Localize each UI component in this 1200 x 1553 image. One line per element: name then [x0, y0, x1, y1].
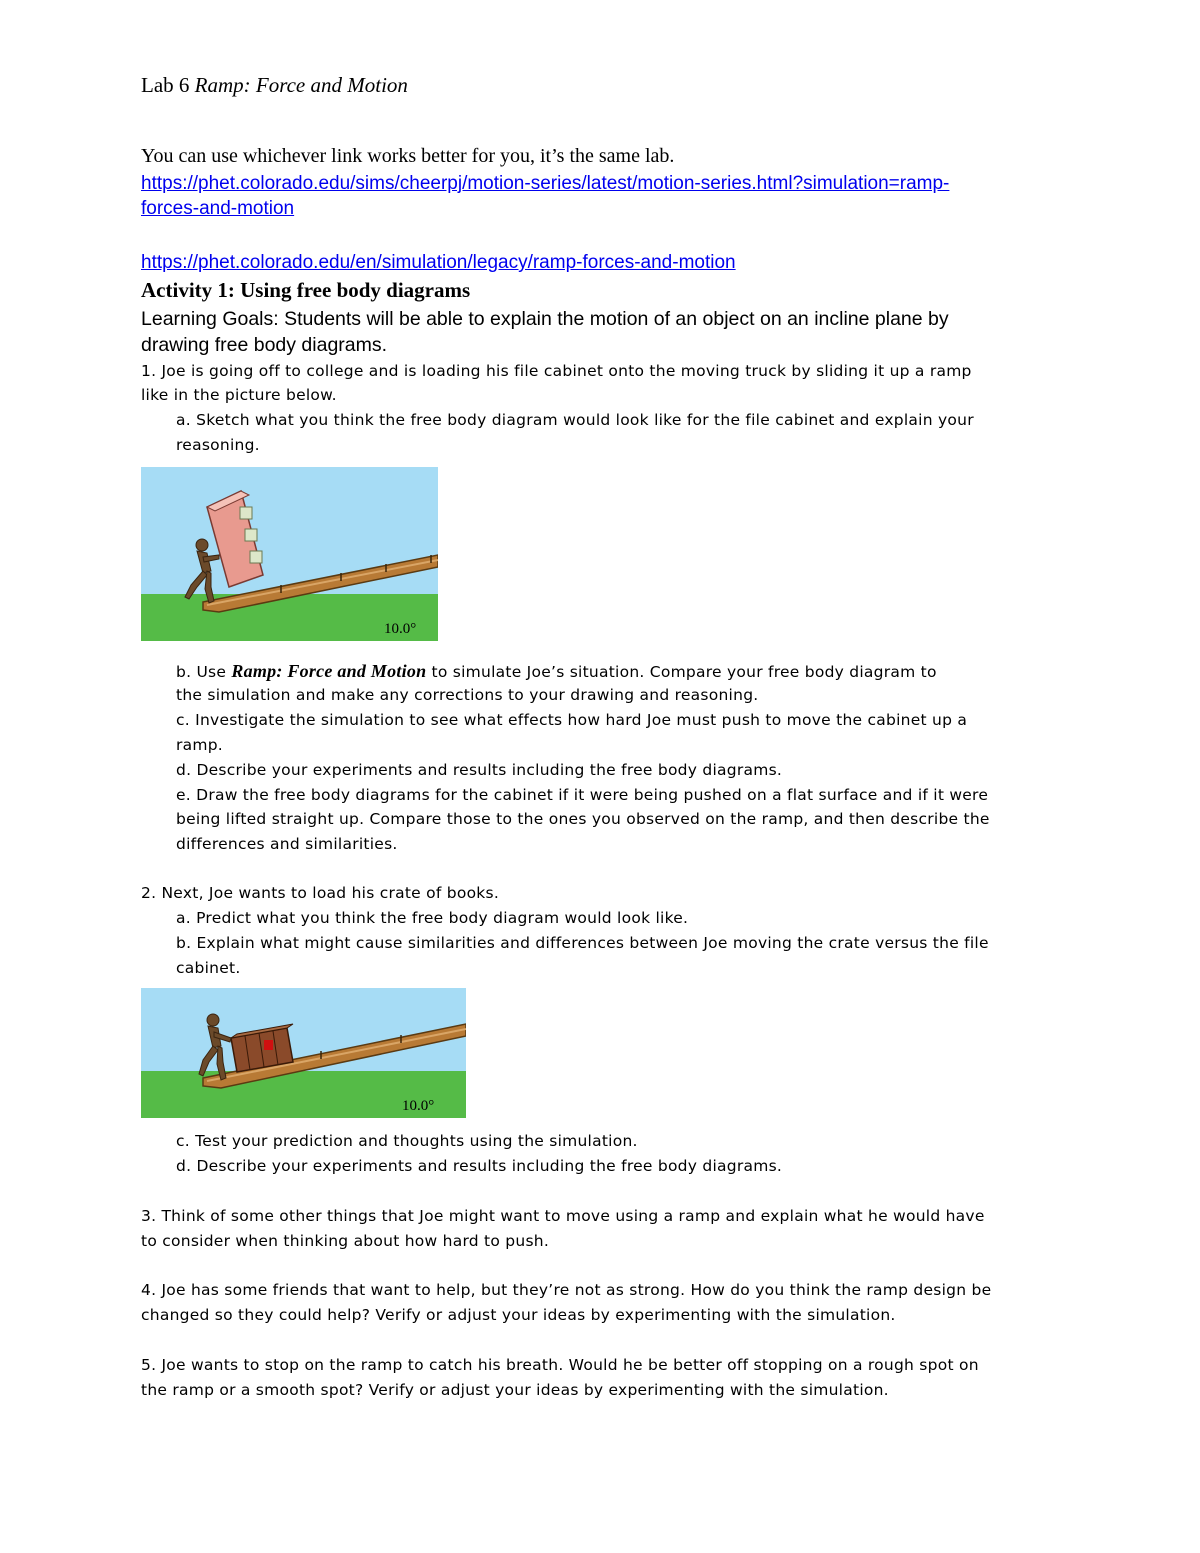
q2b-line1: b. Explain what might cause similarities and differences between Joe moving the crate versus the file	[176, 934, 989, 952]
q1b-line1	[176, 661, 937, 682]
q1b-prefix: b. Use	[176, 663, 232, 681]
q5-line1: 5. Joe wants to stop on the ramp to catch his breath. Would he be better off stopping on a rough spot on	[141, 1356, 979, 1374]
cheerpj-link-line2[interactable]: forces-and-motion	[141, 198, 295, 219]
sky	[141, 467, 438, 597]
q1c-line1: c. Investigate the simulation to see what effects how hard Joe must push to move the cabinet up a	[176, 711, 968, 729]
q1-line1: 1. Joe is going off to college and is loading his file cabinet onto the moving truck by sliding it up a ramp	[141, 362, 972, 380]
title-lab-name: Ramp: Force and Motion	[194, 73, 408, 97]
q1e-line3: differences and similarities.	[176, 835, 398, 853]
q4-line1: 4. Joe has some friends that want to help, but they’re not as strong. How do you think the ramp design be	[141, 1281, 992, 1299]
q2b-line2: cabinet.	[176, 959, 241, 977]
learning-goals-line1: Learning Goals: Students will be able to explain the motion of an object on an incline plane by	[141, 308, 949, 330]
q3-line1: 3. Think of some other things that Joe might want to move using a ramp and explain what he would have	[141, 1207, 985, 1225]
q2a: a. Predict what you think the free body diagram would look like.	[176, 909, 689, 927]
ramp-crate-figure	[141, 988, 466, 1118]
q2c: c. Test your prediction and thoughts using the simulation.	[176, 1132, 638, 1150]
q2-line1: 2. Next, Joe wants to load his crate of books.	[141, 884, 500, 902]
q3-line2: to consider when thinking about how hard to push.	[141, 1232, 550, 1250]
intro-text: You can use whichever link works better for you, it’s the same lab.	[141, 145, 675, 167]
q1b-sim-name: Ramp: Force and Motion	[231, 661, 427, 681]
angle-label: 10.0°	[384, 621, 417, 637]
q1-line2: like in the picture below.	[141, 386, 337, 404]
title-prefix: Lab 6	[141, 73, 190, 97]
q4-line2: changed so they could help? Verify or adjust your ideas by experimenting with the simulation.	[141, 1306, 896, 1324]
q1d: d. Describe your experiments and results including the free body diagrams.	[176, 761, 783, 779]
learning-goals-line2: drawing free body diagrams.	[141, 334, 388, 356]
q1e-line2: being lifted straight up. Compare those to the ones you observed on the ramp, and then describe the	[176, 810, 990, 828]
q1a-line1: a. Sketch what you think the free body diagram would look like for the file cabinet and explain your	[176, 411, 974, 429]
q1c-line2: ramp.	[176, 736, 223, 754]
cheerpj-link-line1[interactable]: https://phet.colorado.edu/sims/cheerpj/motion-series/latest/motion-series.html?simulation=ramp-	[141, 173, 950, 194]
q5-line2: the ramp or a smooth spot? Verify or adjust your ideas by experimenting with the simulation.	[141, 1381, 889, 1399]
q1a-line2: reasoning.	[176, 436, 260, 454]
page-title	[141, 73, 408, 98]
angle-label: 10.0°	[402, 1098, 435, 1114]
q1b-line2: the simulation and make any corrections to your drawing and reasoning.	[176, 686, 759, 704]
q2d: d. Describe your experiments and results including the free body diagrams.	[176, 1157, 783, 1175]
activity-heading: Activity 1: Using free body diagrams	[141, 278, 471, 302]
q1e-line1: e. Draw the free body diagrams for the cabinet if it were being pushed on a flat surface and if it were	[176, 786, 989, 804]
q1b-rest: to simulate Joe’s situation. Compare your free body diagram to	[426, 663, 937, 681]
legacy-link[interactable]: https://phet.colorado.edu/en/simulation/legacy/ramp-forces-and-motion	[141, 252, 736, 273]
ramp-cabinet-figure	[141, 467, 438, 641]
